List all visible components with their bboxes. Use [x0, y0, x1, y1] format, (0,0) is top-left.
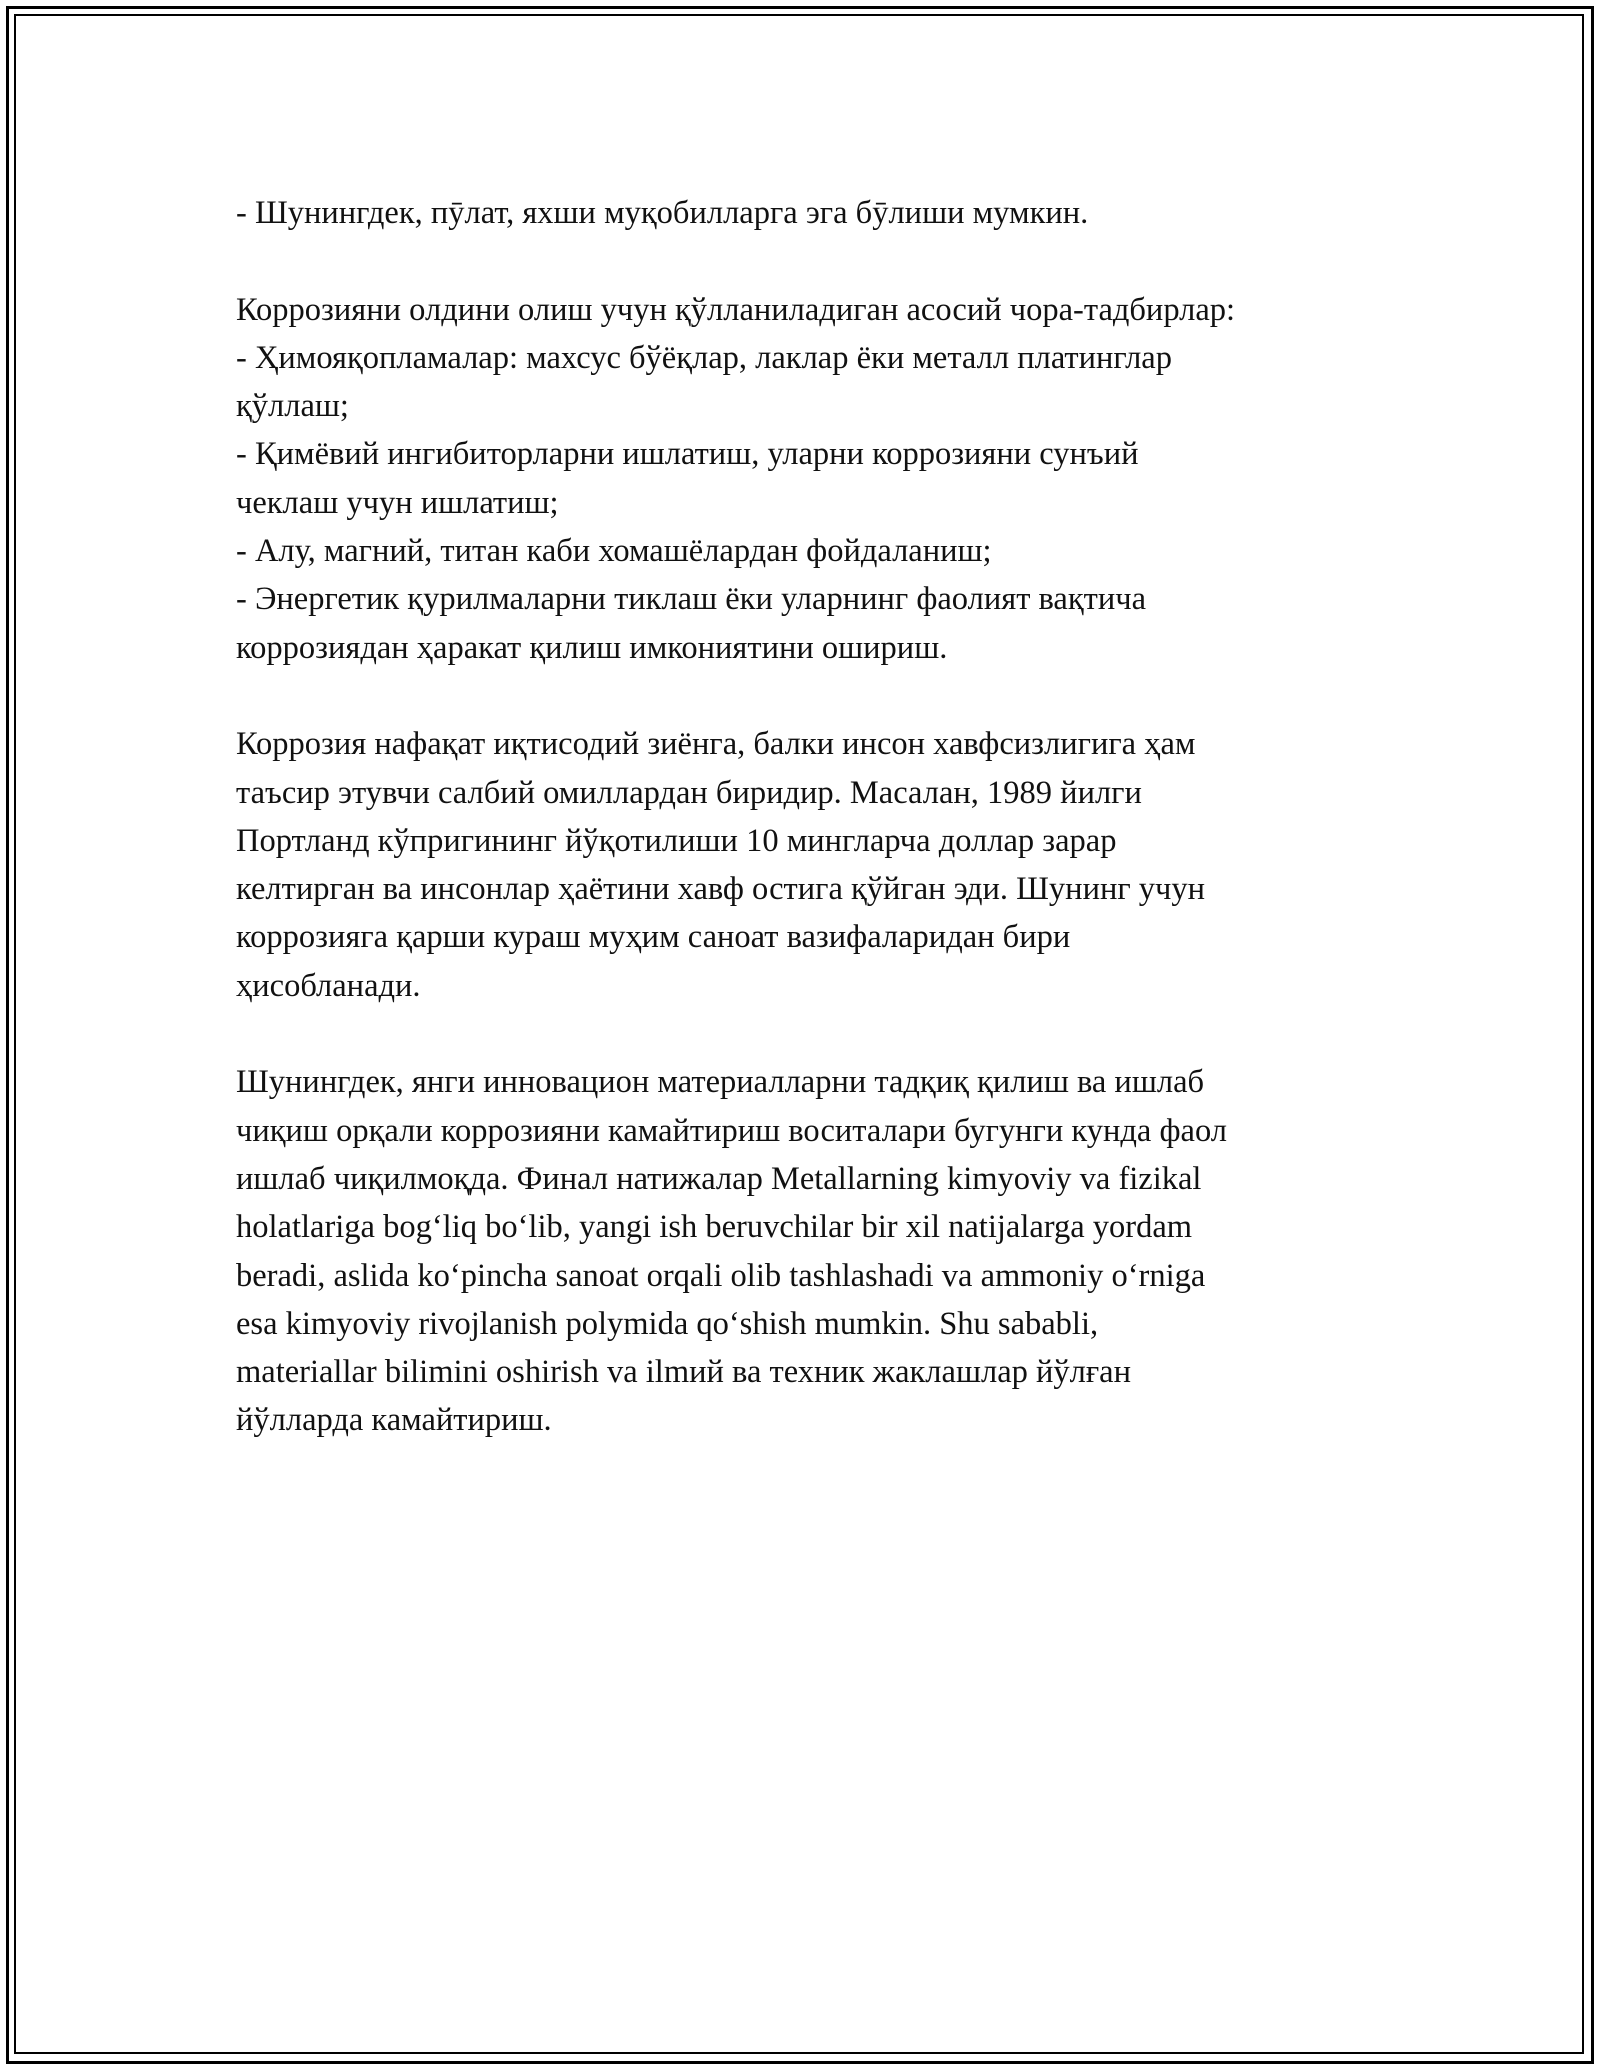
text-line: beradi, aslida ko‘pincha sanoat orqali olib tashlashadi va ammoniy o‘rniga	[236, 1257, 1206, 1294]
text-line: ҳисобланади.	[236, 967, 421, 1004]
text-line: чеклаш учун ишлатиш;	[236, 484, 559, 521]
text-line: келтирган ва инсонлар ҳаётини хавф остига қўйган эди. Шунинг учун	[236, 871, 1206, 908]
text-line: holatlariga bog‘liq bo‘lib, yangi ish beruvchilar bir xil natijalarga yordam	[236, 1209, 1193, 1246]
paragraph-gap	[236, 672, 1386, 720]
document-body	[236, 189, 1386, 1445]
text-line: esa kimyoviy rivojlanish polymida qo‘shish mumkin. Shu sababli,	[236, 1305, 1099, 1342]
paragraph-gap	[236, 1010, 1386, 1058]
text-line: қўллаш;	[236, 388, 349, 425]
paragraph-4	[236, 1058, 1386, 1444]
text-line: йўлларда камайтириш.	[236, 1402, 552, 1439]
paragraph-2	[236, 286, 1386, 672]
text-line: - Алу, магний, титан каби хомашёлардан фойдаланиш;	[236, 533, 992, 570]
text-line: Коррозияни олдини олиш учун қўлланиладиган асосий чора-тадбирлар:	[236, 291, 1236, 328]
text-line: - Энергетик қурилмаларни тиклаш ёки уларнинг фаолият вақтича	[236, 581, 1147, 618]
text-line: коррозиядан ҳаракат қилиш имкониятини ошириш.	[236, 629, 948, 666]
paragraph-3	[236, 720, 1386, 1010]
text-line: - Шунингдек, пӯлат, яхши муқобилларга эга бӯлиши мумкин.	[236, 195, 1089, 231]
text-line: ишлаб чиқилмоқда. Финал натижалар Metallarning kimyoviy va fizikal	[236, 1160, 1202, 1197]
text-line: чиқиш орқали коррозияни камайтириш воситалари бугунги кунда фаол	[236, 1112, 1227, 1149]
text-line: - Ҳимояқопламалар: махсус бўёқлар, лаклар ёки металл платинглар	[236, 339, 1172, 376]
text-line: коррозияга қарши кураш муҳим саноат вазифаларидан бири	[236, 919, 1071, 956]
text-line: Шунингдек, янги инновацион материалларни тадқиқ қилиш ва ишлаб	[236, 1064, 1205, 1101]
paragraph-1	[236, 189, 1386, 237]
text-line: таъсир этувчи салбий омиллардан биридир. Масалан, 1989 йилги	[236, 774, 1142, 811]
text-line: Коррозия нафақат иқтисодий зиёнга, балки инсон хавфсизлигига ҳам	[236, 726, 1196, 763]
text-line: materiallar bilimini oshirish va ilmий ва техник жаклашлар йўлған	[236, 1354, 1132, 1391]
text-line: Портланд кўпригининг йўқотилиши 10 мингларча доллар зарар	[236, 822, 1117, 859]
paragraph-gap	[236, 237, 1386, 285]
text-line: - Қимёвий ингибиторларни ишлатиш, уларни коррозияни сунъий	[236, 436, 1139, 473]
